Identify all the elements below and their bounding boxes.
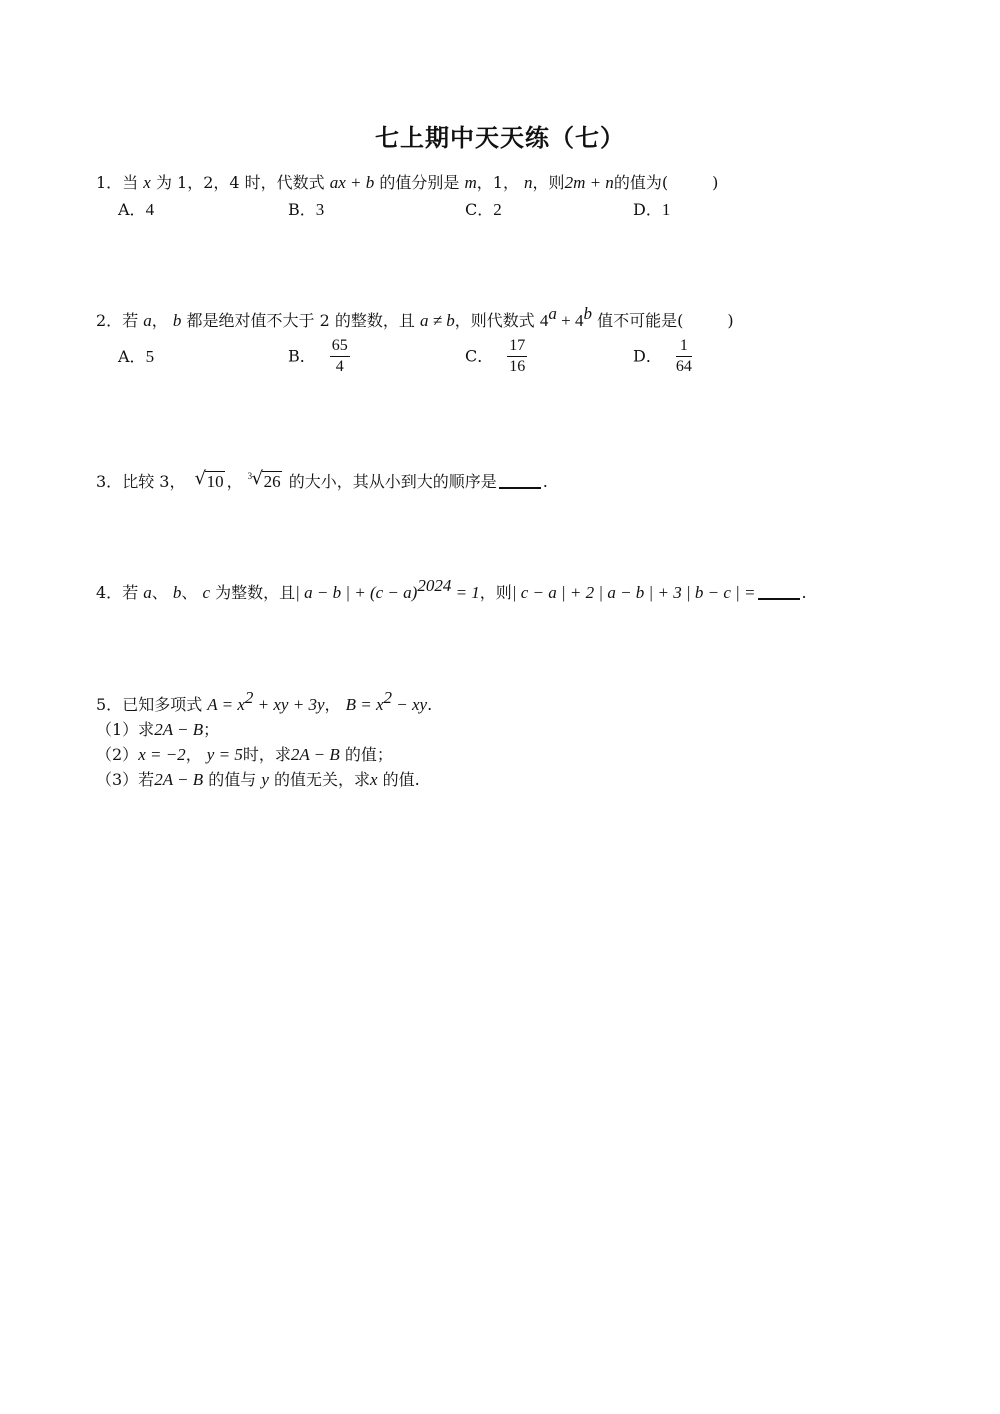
question-text: ， bbox=[151, 311, 168, 330]
option-label: A． bbox=[118, 200, 146, 219]
math-expression: x = −2 bbox=[138, 745, 186, 764]
question-2 bbox=[96, 304, 734, 332]
math-variable: b bbox=[172, 311, 182, 330]
question-text: 的值为( bbox=[613, 173, 669, 192]
question-5-part-1 bbox=[96, 719, 219, 741]
math-expression: 2A − B bbox=[154, 720, 204, 739]
question-text: 的大小，其从小到大的顺序是 bbox=[288, 472, 497, 491]
math-base: 4 bbox=[539, 311, 549, 330]
option-label: C． bbox=[465, 346, 494, 366]
math-variable: x bbox=[369, 770, 378, 789]
math-expression: 2m + n bbox=[564, 173, 614, 192]
option-label: D． bbox=[633, 346, 662, 366]
answer-blank[interactable] bbox=[499, 473, 541, 489]
period: . bbox=[427, 695, 433, 714]
question-text: ， bbox=[226, 472, 243, 491]
math-expression bbox=[295, 576, 480, 602]
math-expression bbox=[345, 688, 428, 714]
question-text: 已知多项式 bbox=[122, 695, 203, 714]
math-expression: a ≠ b bbox=[419, 311, 455, 330]
math-variable: y bbox=[261, 770, 269, 789]
fraction bbox=[676, 336, 692, 377]
question-text: （3）若 bbox=[96, 770, 155, 789]
question-text: 的值. bbox=[382, 770, 420, 789]
cube-root bbox=[247, 468, 282, 493]
period: . bbox=[801, 583, 807, 602]
radicand: 10 bbox=[206, 472, 224, 491]
close-paren: ) bbox=[712, 173, 719, 192]
square-root bbox=[194, 468, 225, 493]
option-c bbox=[465, 199, 502, 221]
question-text: 为 1，2，4 时，代数式 bbox=[155, 173, 325, 192]
question-5 bbox=[96, 688, 433, 716]
radicand: 26 bbox=[263, 472, 281, 491]
math-part: | a − b | + (c − a) bbox=[295, 583, 418, 602]
math-variable: b bbox=[172, 583, 182, 602]
math-base: 4 bbox=[575, 311, 584, 330]
radical-sign: √ bbox=[251, 468, 264, 489]
option-d bbox=[633, 336, 692, 377]
math-expression: | c − a | + 2 | a − b | + 3 | b − c | = bbox=[511, 583, 756, 602]
question-text: （1）求 bbox=[96, 720, 155, 739]
math-exponent: a bbox=[548, 304, 557, 323]
option-a bbox=[118, 346, 154, 368]
option-label: B． bbox=[288, 200, 316, 219]
question-text: 若 bbox=[122, 583, 139, 602]
option-label: A． bbox=[118, 347, 146, 366]
separator: 、 bbox=[181, 583, 198, 602]
fraction-denominator: 16 bbox=[509, 358, 526, 375]
option-label: C． bbox=[465, 200, 494, 219]
question-text: ， bbox=[324, 695, 341, 714]
question-text: 时，求 bbox=[242, 745, 291, 764]
separator: ， bbox=[185, 745, 202, 764]
option-c bbox=[465, 336, 527, 377]
fraction-numerator: 17 bbox=[507, 336, 527, 357]
option-d bbox=[633, 199, 670, 221]
fraction bbox=[507, 336, 527, 377]
fraction bbox=[330, 336, 350, 377]
question-number: 4． bbox=[96, 583, 123, 602]
question-1 bbox=[96, 172, 718, 194]
math-exponent: 2 bbox=[244, 688, 254, 707]
math-expression: y = 5 bbox=[206, 745, 243, 764]
question-text: ，1， bbox=[476, 173, 519, 192]
separator: 、 bbox=[151, 583, 168, 602]
option-value: 1 bbox=[661, 200, 671, 219]
question-5-part-2 bbox=[96, 744, 393, 766]
option-a bbox=[118, 199, 154, 221]
math-expression bbox=[539, 304, 592, 330]
math-variable: n bbox=[524, 173, 533, 192]
question-text: 的值； bbox=[344, 745, 393, 764]
fraction-numerator: 65 bbox=[330, 336, 350, 357]
question-3 bbox=[96, 468, 548, 493]
option-b bbox=[288, 336, 350, 377]
math-exponent: 2024 bbox=[417, 576, 452, 595]
question-text: 若 bbox=[122, 311, 139, 330]
math-part: A = x bbox=[207, 695, 245, 714]
question-number: 5． bbox=[96, 695, 123, 714]
math-exponent: 2 bbox=[383, 688, 393, 707]
question-number: 1． bbox=[96, 173, 123, 192]
math-expression: ax + b bbox=[329, 173, 375, 192]
close-paren: ) bbox=[727, 311, 734, 330]
math-variable: x bbox=[143, 173, 151, 192]
option-label: B． bbox=[288, 346, 316, 366]
option-b bbox=[288, 199, 324, 221]
question-text: 当 bbox=[122, 173, 139, 192]
question-text: 值不可能是( bbox=[597, 311, 684, 330]
option-value: 3 bbox=[315, 200, 325, 219]
math-variable: c bbox=[202, 583, 211, 602]
math-expression: 2A − B bbox=[154, 770, 204, 789]
question-text: （2） bbox=[96, 745, 139, 764]
option-value: 2 bbox=[493, 200, 502, 219]
radical-sign: √ bbox=[194, 468, 207, 489]
question-text: 为整数，且 bbox=[215, 583, 296, 602]
math-variable: m bbox=[464, 173, 477, 192]
option-label: D． bbox=[633, 200, 662, 219]
math-part: = 1 bbox=[451, 583, 480, 602]
question-text: ，则代数式 bbox=[454, 311, 535, 330]
math-expression: 2A − B bbox=[290, 745, 340, 764]
question-number: 3． bbox=[96, 472, 123, 491]
question-text: 都是绝对值不大于 2 的整数，且 bbox=[186, 311, 415, 330]
question-text: 的值分别是 bbox=[379, 173, 460, 192]
answer-blank[interactable] bbox=[758, 584, 800, 600]
question-text: 比较 3， bbox=[122, 472, 186, 491]
question-4 bbox=[96, 576, 807, 604]
period: . bbox=[542, 472, 548, 491]
math-operator: + bbox=[556, 311, 575, 330]
question-5-part-3 bbox=[96, 769, 420, 791]
question-number: 2． bbox=[96, 311, 123, 330]
question-text: 的值无关，求 bbox=[273, 770, 370, 789]
root-index: 3 bbox=[247, 471, 253, 481]
option-value: 4 bbox=[145, 200, 155, 219]
fraction-denominator: 64 bbox=[675, 358, 692, 375]
math-variable: a bbox=[143, 311, 152, 330]
question-text: 的值与 bbox=[208, 770, 257, 789]
math-part: B = x bbox=[345, 695, 384, 714]
option-value: 5 bbox=[145, 347, 155, 366]
question-text: ，则 bbox=[479, 583, 512, 602]
question-text: ； bbox=[203, 720, 220, 739]
math-part: + xy + 3y bbox=[253, 695, 325, 714]
math-variable: a bbox=[143, 583, 152, 602]
math-expression bbox=[207, 688, 325, 714]
question-text: ，则 bbox=[532, 173, 565, 192]
math-part: − xy bbox=[392, 695, 428, 714]
fraction-denominator: 4 bbox=[335, 358, 344, 375]
math-exponent: b bbox=[583, 304, 592, 323]
page-title: 七上期中天天练（七） bbox=[375, 123, 625, 152]
fraction-numerator: 1 bbox=[676, 336, 692, 357]
